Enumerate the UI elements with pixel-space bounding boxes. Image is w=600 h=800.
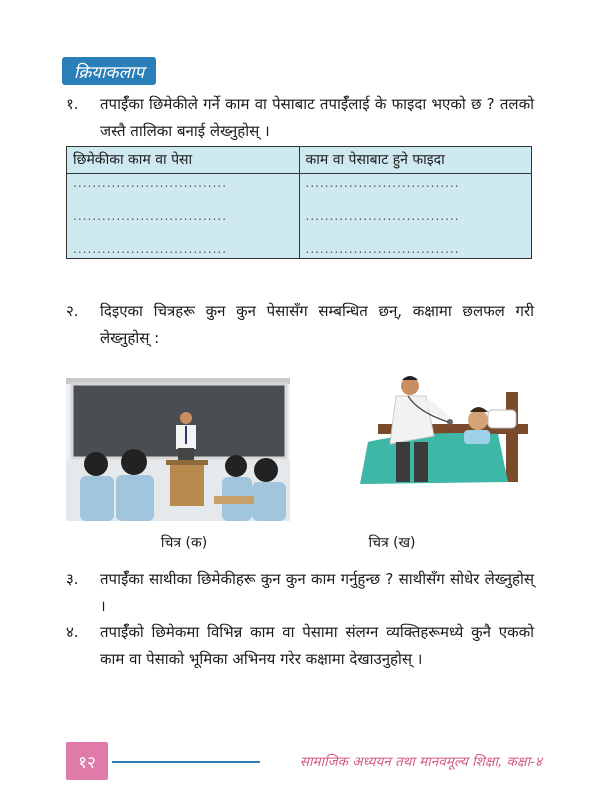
- figure-b-caption: चित्र (ख): [368, 535, 416, 551]
- table-cell-profession[interactable]: [67, 174, 300, 259]
- question-4: [66, 619, 534, 675]
- blank-line: ................................: [73, 209, 228, 223]
- activity-table: [66, 146, 532, 259]
- blank-line: ................................: [73, 242, 228, 256]
- question-number: १.: [66, 95, 79, 113]
- figure-a-caption: चित्र (क): [160, 535, 208, 551]
- blank-line: ................................: [305, 176, 460, 190]
- doctor-patient-illustration: [338, 372, 538, 504]
- question-3: [66, 566, 534, 622]
- table-header-benefit: काम वा पेसाबाट हुने फाइदा: [299, 147, 532, 174]
- classroom-illustration: [66, 378, 290, 521]
- question-number: ४.: [66, 623, 79, 641]
- table-header-profession: छिमेकीका काम वा पेसा: [67, 147, 300, 174]
- blank-line: ................................: [305, 209, 460, 223]
- blank-line: ................................: [305, 242, 460, 256]
- question-1: [66, 91, 534, 147]
- question-text: दिइएका चित्रहरू कुन कुन पेसासँग सम्बन्धित छन्, कक्षामा छलफल गरी लेख्नुहोस् :: [100, 302, 534, 347]
- page-number: १२: [66, 742, 108, 780]
- question-number: २.: [66, 302, 79, 320]
- blank-line: ................................: [73, 176, 228, 190]
- book-title: सामाजिक अध्ययन तथा मानवमूल्य शिक्षा, कक्षा-४: [299, 754, 542, 770]
- question-text: तपाईँको छिमेकमा विभिन्न काम वा पेसामा संलग्न व्यक्तिहरूमध्ये कुनै एकको काम वा पेसाको भूमिका अभिनय गरेर कक्षामा देखाउनुहोस् ।: [100, 623, 534, 668]
- question-text: तपाईँका छिमेकीले गर्ने काम वा पेसाबाट तपाईँलाई के फाइदा भएको छ ? तलको जस्तै तालिका बनाई लेख्नुहोस् ।: [100, 95, 534, 140]
- question-text: तपाईँका साथीका छिमेकीहरू कुन कुन काम गर्नुहुन्छ ? साथीसँग सोधेर लेख्नुहोस् ।: [100, 570, 534, 615]
- question-number: ३.: [66, 570, 79, 588]
- footer-divider: [112, 761, 260, 763]
- table-cell-benefit[interactable]: [299, 174, 532, 259]
- question-2: [66, 298, 534, 354]
- section-label: क्रियाकलाप: [62, 57, 156, 85]
